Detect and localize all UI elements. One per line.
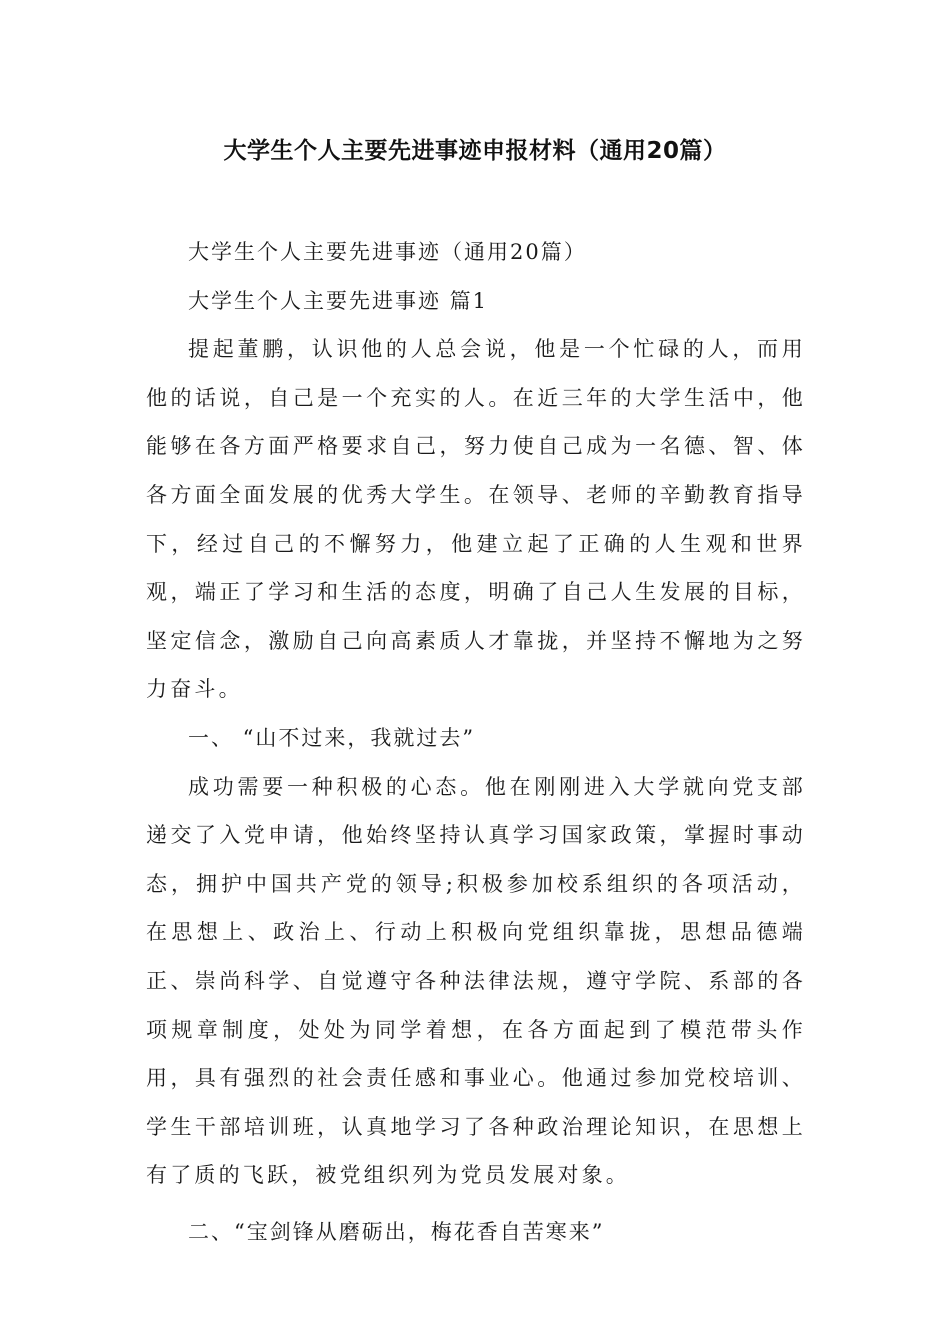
section-heading-one: 一、 “山不过来，我就过去”	[188, 725, 476, 750]
section-heading-1: 大学生个人主要先进事迹 篇1	[188, 288, 489, 313]
body-paragraph-attitude: 成功需要一种积极的心态。他在刚刚进入大学就向党支部递交了入党申请，他始终坚持认真学习国家政策，掌握时事动态，拥护中国共产党的领导;积极参加校系组织的各项活动，在思想上、政治上、行动上积极向党组织靠拢，思想品德端正、崇尚科学、自觉遵守各种法律法规，遵守学院、系部的各项规章制度，处处为同学着想，在各方面起到了模范带头作用，具有强烈的社会责任感和事业心。他通过参加党校培训、学生干部培训班，认真地学习了各种政治理论知识，在思想上有了质的飞跃，被党组织列为党员发展对象。	[146, 774, 806, 1188]
document-body	[146, 228, 806, 1256]
subtitle-paragraph: 大学生个人主要先进事迹（通用20篇）	[188, 240, 587, 264]
section-heading-two: 二、“宝剑锋从磨砺出，梅花香自苦寒来”	[188, 1219, 605, 1244]
document-title: 大学生个人主要先进事迹申报材料（通用20篇）	[223, 138, 727, 164]
body-paragraph-intro: 提起董鹏，认识他的人总会说，他是一个忙碌的人，而用他的话说，自己是一个充实的人。在近三年的大学生活中，他能够在各方面严格要求自己，努力使自己成为一名德、智、体各方面全面发展的优秀大学生。在领导、老师的辛勤教育指导下，经过自己的不懈努力，他建立起了正确的人生观和世界观，端正了学习和生活的态度，明确了自己人生发展的目标，坚定信念，激励自己向高素质人才靠拢，并坚持不懈地为之努力奋斗。	[146, 337, 806, 702]
